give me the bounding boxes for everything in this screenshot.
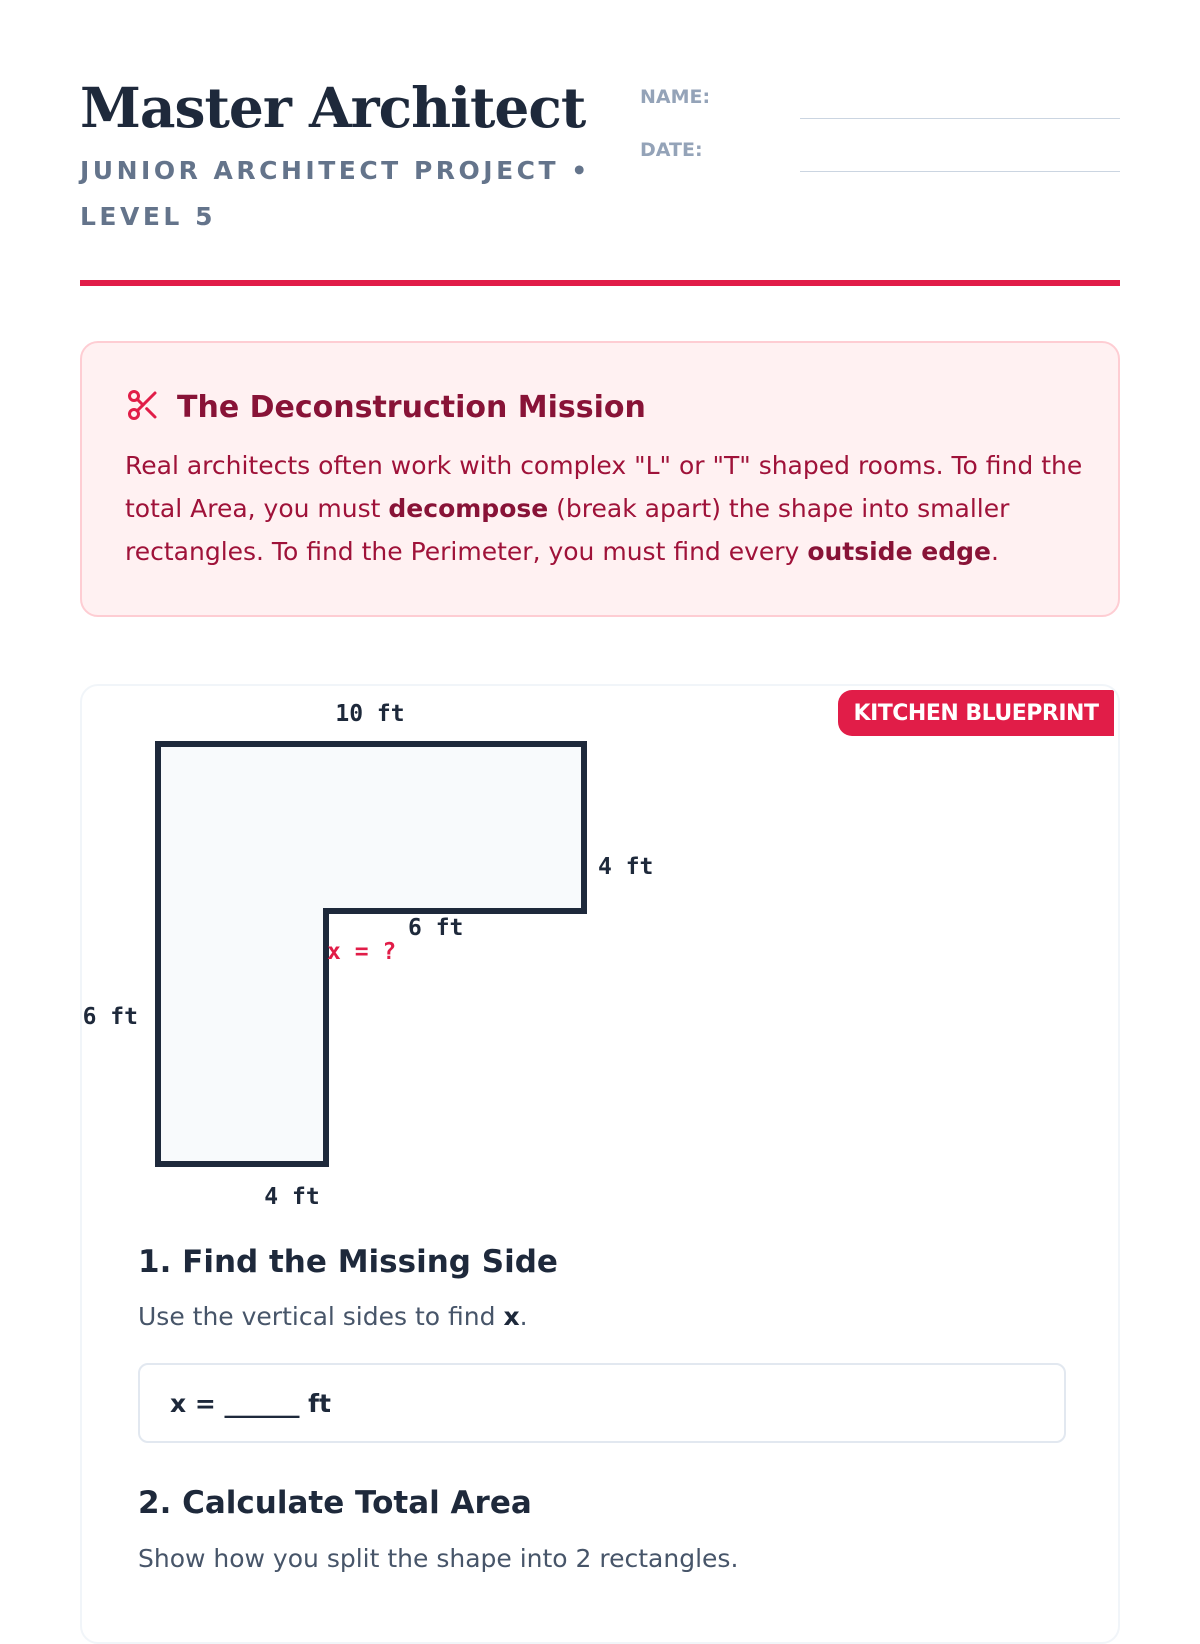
page-subtitle: JUNIOR ARCHITECT PROJECT • LEVEL 5 (80, 156, 591, 231)
question-1-title: 1. Find the Missing Side (138, 1244, 558, 1280)
header-divider (80, 280, 1120, 286)
label-bottom: 4 ft (264, 1184, 320, 1210)
label-right: 4 ft (598, 854, 654, 880)
blueprint-diagram (82, 686, 1120, 1246)
mission-header (125, 387, 646, 427)
name-line[interactable] (800, 118, 1120, 119)
mission-panel (80, 341, 1120, 617)
mission-title: The Deconstruction Mission (177, 389, 646, 425)
scissors-icon (125, 387, 161, 427)
label-inner: 6 ft (408, 915, 464, 941)
blueprint-badge: KITCHEN BLUEPRINT (838, 690, 1114, 736)
answer-x-input[interactable]: x = ______ ft (138, 1363, 1066, 1443)
page-title: Master Architect (80, 75, 586, 140)
date-line[interactable] (800, 171, 1120, 172)
mission-text: Real architects often work with complex "L" or "T" shaped rooms. To find the total Area, you must decompose (break apart) the shape into smaller rectangles. To find the Perimeter, you must find every outside edge. (125, 451, 1083, 566)
term-outside-edge: outside edge (807, 537, 991, 566)
question-1-text: Use the vertical sides to find x. (138, 1302, 528, 1331)
date-label: DATE: (640, 139, 703, 161)
label-unknown-x: x = ? (327, 939, 397, 965)
question-2-text: Show how you split the shape into 2 rectangles. (138, 1544, 739, 1573)
label-left: 6 ft (82, 1004, 138, 1030)
name-label: NAME: (640, 86, 711, 108)
blueprint-card (80, 684, 1120, 1644)
question-2-title: 2. Calculate Total Area (138, 1485, 532, 1521)
label-top: 10 ft (335, 701, 405, 727)
term-decompose: decompose (388, 494, 549, 523)
